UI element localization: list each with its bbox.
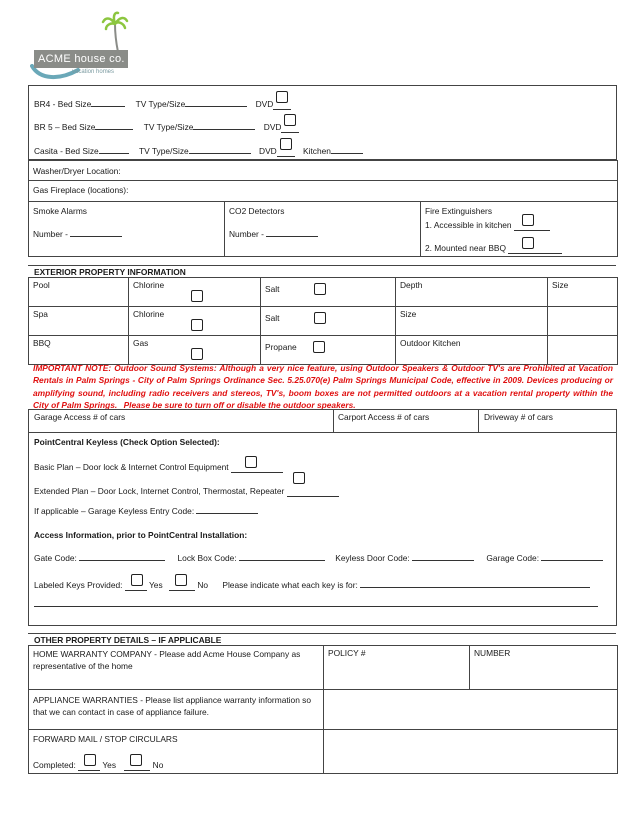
garage-keyless-label: If applicable – Garage Keyless Entry Code: <box>34 506 195 516</box>
number-cell[interactable]: NUMBER <box>470 646 618 690</box>
palm-tree-icon <box>100 10 130 52</box>
forward-mail-field[interactable] <box>324 730 618 774</box>
basic-plan-field[interactable] <box>231 458 283 473</box>
br4-tv-field[interactable] <box>185 106 247 107</box>
casita-label: Casita - Bed Size <box>34 146 99 156</box>
fire-label: Fire Extinguishers <box>425 206 493 216</box>
indicate-keys-field[interactable] <box>360 587 590 588</box>
garage-keyless-row <box>34 506 258 516</box>
bbq-gas-checkbox[interactable] <box>191 348 203 360</box>
spa-extra[interactable] <box>548 307 618 336</box>
keyless-door-label: Keyless Door Code: <box>335 553 410 563</box>
garage-keyless-field[interactable] <box>196 513 258 514</box>
washer-location[interactable]: Washer/Dryer Location: <box>29 161 618 181</box>
pool-salt-label: Salt <box>265 284 280 294</box>
gate-code-label: Gate Code: <box>34 553 77 563</box>
extended-plan-checkbox[interactable] <box>293 472 305 484</box>
spa-chlorine <box>129 307 261 336</box>
garage-code-field[interactable] <box>541 560 603 561</box>
completed-yes-checkbox[interactable] <box>84 754 96 766</box>
br5-row <box>34 118 299 133</box>
spa-salt-checkbox[interactable] <box>314 312 326 324</box>
extended-plan-row <box>34 482 339 497</box>
keys-extra-line[interactable] <box>34 598 598 607</box>
fire-cell <box>421 202 618 257</box>
br5-dvd-checkbox[interactable] <box>284 114 296 126</box>
codes-row <box>34 553 603 563</box>
home-warranty-cell: HOME WARRANTY COMPANY - Please add Acme House Company as representative of the home <box>29 646 324 690</box>
pool-size[interactable]: Size <box>548 278 618 307</box>
co2-number-field[interactable] <box>266 236 318 237</box>
fire-kitchen-checkbox[interactable] <box>522 214 534 226</box>
basic-plan-checkbox[interactable] <box>245 456 257 468</box>
br5-tv-field[interactable] <box>193 129 255 130</box>
spa-label: Spa <box>29 307 129 336</box>
bbq-propane <box>261 336 396 365</box>
gate-code-field[interactable] <box>79 560 165 561</box>
outdoor-kitchen[interactable]: Outdoor Kitchen <box>396 336 548 365</box>
pool-chlorine-checkbox[interactable] <box>191 290 203 302</box>
completed-yes-label: Yes <box>102 760 117 770</box>
casita-row <box>34 142 363 157</box>
exterior-table <box>28 277 618 365</box>
br5-dvd-label: DVD <box>263 122 282 132</box>
important-note-tail: Please be sure to turn off or disable the outdoor speakers. <box>123 399 356 410</box>
garage-code-label: Garage Code: <box>486 553 540 563</box>
casita-kitchen-label: Kitchen <box>303 146 331 156</box>
casita-dvd-field[interactable] <box>277 142 295 157</box>
completed-no-checkbox[interactable] <box>130 754 142 766</box>
gas-fireplace[interactable]: Gas Fireplace (locations): <box>29 181 618 202</box>
bbq-gas <box>129 336 261 365</box>
other-rule <box>28 633 616 634</box>
spa-salt <box>261 307 396 336</box>
br5-bed-field[interactable] <box>95 129 133 130</box>
fire-kitchen-field[interactable] <box>514 216 550 231</box>
carport-access-label: Carport Access # of cars <box>338 412 430 422</box>
indicate-keys-label: Please indicate what each key is for: <box>222 580 358 590</box>
br5-dvd-field[interactable] <box>281 118 299 133</box>
bbq-propane-label: Propane <box>265 342 297 352</box>
spa-chlorine-checkbox[interactable] <box>191 319 203 331</box>
lockbox-code-field[interactable] <box>239 560 325 561</box>
safety-table <box>28 160 618 257</box>
driveway-label: Driveway # of cars <box>484 412 553 422</box>
casita-dvd-checkbox[interactable] <box>280 138 292 150</box>
appliance-warranty-cell: APPLIANCE WARRANTIES - Please list appliance warranty information so that we can contact in case of appliance failure. <box>29 690 324 730</box>
access-info-title: Access Information, prior to PointCentral Installation: <box>34 530 248 540</box>
br4-bed-field[interactable] <box>91 106 125 107</box>
labeled-keys-label: Labeled Keys Provided: <box>34 580 123 590</box>
pool-salt-checkbox[interactable] <box>314 283 326 295</box>
labeled-yes-label: Yes <box>148 580 163 590</box>
outdoor-kitchen-extra[interactable] <box>548 336 618 365</box>
co2-label: CO2 Detectors <box>229 206 285 216</box>
labeled-yes-field[interactable] <box>125 576 147 591</box>
pool-chlorine <box>129 278 261 307</box>
extended-plan-label: Extended Plan – Door Lock, Internet Control, Thermostat, Repeater <box>34 486 285 496</box>
basic-plan-row <box>34 458 283 473</box>
spa-chlorine-label: Chlorine <box>133 309 165 319</box>
fire-bbq-checkbox[interactable] <box>522 237 534 249</box>
basic-plan-label: Basic Plan – Door lock & Internet Control Equipment <box>34 462 229 472</box>
br4-dvd-field[interactable] <box>273 95 291 110</box>
casita-kitchen-field[interactable] <box>331 153 363 154</box>
completed-label: Completed: <box>33 760 76 770</box>
br4-dvd-label: DVD <box>255 99 274 109</box>
casita-bed-field[interactable] <box>99 153 129 154</box>
smoke-alarms-cell <box>29 202 225 257</box>
labeled-no-label: No <box>197 580 209 590</box>
bbq-label: BBQ <box>29 336 129 365</box>
other-table <box>28 645 618 774</box>
casita-dvd-label: DVD <box>259 146 277 156</box>
extended-plan-field[interactable] <box>287 482 339 497</box>
bbq-propane-checkbox[interactable] <box>313 341 325 353</box>
important-note-text: IMPORTANT NOTE: Outdoor Sound Systems: Although a very nice feature, using Outdoor Speakers & Outdoor TV's are Prohibited at Vacation Rentals in Palm Springs - City of Palm Springs Ordinance Sec. 5.25.070(e) Palm Springs Municipal Code, effective in 2009. Devices producing or amplifying sound, including radio receivers and stereos, TV's, boom boxes are not permitted outdoors at a vacation rental property within the City of Palm Springs. <box>33 363 613 410</box>
logo-brand: ACME house co. <box>34 50 128 68</box>
spa-salt-label: Salt <box>265 313 280 323</box>
exterior-rule <box>28 265 616 266</box>
casita-tv-field[interactable] <box>189 153 251 154</box>
appliance-warranty-field[interactable] <box>324 690 618 730</box>
smoke-number-field[interactable] <box>70 236 122 237</box>
labeled-no-field[interactable] <box>169 576 195 591</box>
smoke-number-label: Number - <box>33 229 68 239</box>
exterior-title: EXTERIOR PROPERTY INFORMATION <box>34 267 186 277</box>
logo-tagline: vacation homes <box>72 69 115 75</box>
br4-tv-label: TV Type/Size <box>135 99 186 109</box>
fire-bbq-field[interactable] <box>508 239 562 254</box>
labeled-yes-checkbox[interactable] <box>131 574 143 586</box>
br5-label: BR 5 – Bed Size <box>34 122 96 132</box>
pool-salt <box>261 278 396 307</box>
lockbox-code-label: Lock Box Code: <box>177 553 237 563</box>
smoke-alarms-label: Smoke Alarms <box>33 206 87 216</box>
br4-row <box>34 95 291 110</box>
keyless-door-field[interactable] <box>412 560 474 561</box>
keyless-title: PointCentral Keyless (Check Option Selected): <box>34 437 220 447</box>
labeled-keys-row <box>34 576 590 591</box>
policy-cell[interactable]: POLICY # <box>324 646 470 690</box>
bbq-gas-label: Gas <box>133 338 149 348</box>
pool-label: Pool <box>29 278 129 307</box>
labeled-no-checkbox[interactable] <box>175 574 187 586</box>
fire-bbq-label: 2. Mounted near BBQ <box>425 243 507 253</box>
garage-access-label: Garage Access # of cars <box>34 412 126 422</box>
forward-mail-label: FORWARD MAIL / STOP CIRCULARS <box>33 734 178 744</box>
pool-depth[interactable]: Depth <box>396 278 548 307</box>
completed-no-field[interactable] <box>124 756 150 771</box>
important-note <box>33 362 613 411</box>
fire-kitchen-label: 1. Accessible in kitchen <box>425 220 512 230</box>
casita-tv-label: TV Type/Size <box>139 146 189 156</box>
completed-yes-field[interactable] <box>78 756 100 771</box>
forward-mail-cell <box>29 730 324 774</box>
br5-tv-label: TV Type/Size <box>143 122 194 132</box>
br4-label: BR4 - Bed Size <box>34 99 92 109</box>
pool-chlorine-label: Chlorine <box>133 280 165 290</box>
other-title: OTHER PROPERTY DETAILS – IF APPLICABLE <box>34 635 222 645</box>
co2-number-label: Number - <box>229 229 264 239</box>
completed-no-label: No <box>152 760 164 770</box>
br4-dvd-checkbox[interactable] <box>276 91 288 103</box>
spa-size[interactable]: Size <box>396 307 548 336</box>
co2-cell <box>225 202 421 257</box>
